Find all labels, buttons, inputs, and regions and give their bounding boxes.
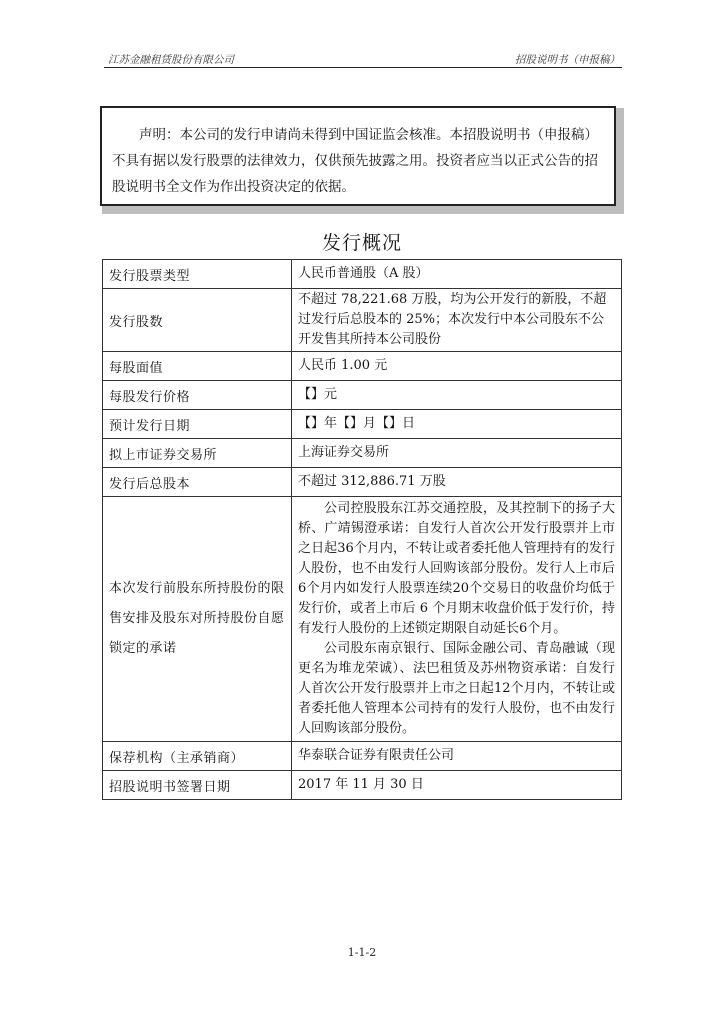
table-row (103, 352, 622, 381)
page-title: 发行概况 (321, 232, 402, 254)
page-header (108, 50, 620, 66)
row-value: 人民币 1.00 元 (292, 352, 622, 381)
table-row (103, 771, 622, 800)
row-label: 拟上市证券交易所 (103, 439, 292, 468)
row-label: 每股面值 (103, 352, 292, 381)
row-value (292, 497, 622, 742)
table-row (103, 439, 622, 468)
offering-summary-table (102, 259, 622, 800)
header-divider (104, 67, 622, 68)
table-row (103, 468, 622, 497)
row-value: 人民币普通股（A 股） (292, 260, 622, 289)
row-value: 【】元 (292, 381, 622, 410)
row-value: 【】年【】月【】日 (292, 410, 622, 439)
row-label: 招股说明书签署日期 (103, 771, 292, 800)
header-company-name: 江苏金融租赁股份有限公司 (108, 54, 234, 66)
table-row (103, 381, 622, 410)
table-row (103, 260, 622, 289)
row-label: 每股发行价格 (103, 381, 292, 410)
row-label: 保荐机构（主承销商） (103, 742, 292, 771)
header-document-type: 招股说明书（申报稿） (515, 54, 620, 66)
row-label: 本次发行前股东所持股份的限售安排及股东对所持股份自愿锁定的承诺 (103, 497, 292, 742)
lockup-paragraph: 公司控股股东江苏交通控股，及其控制下的扬子大桥、广靖锡澄承诺：自发行人首次公开发行股票并上市之日起36个月内，不转让或者委托他人管理持有的发行人股份，也不由发行人回购该部分股份。发行人上市后6个月内如发行人股票连续20个交易日的收盘价均低于发行价，或者上市后 6 个月期末收盘价低于发行价，持有发行人股份的上述锁定期限自动延长6个月。 (298, 501, 615, 636)
table-row (103, 742, 622, 771)
row-value: 不超过 78,221.68 万股，均为公开发行的新股，不超过发行后总股本的 25%；本次发行中本公司股东不公开发售其所持本公司股份 (292, 289, 622, 352)
row-value: 上海证券交易所 (292, 439, 622, 468)
page-number: 1-1-2 (347, 946, 377, 959)
row-value: 华泰联合证券有限责任公司 (292, 742, 622, 771)
lockup-paragraph: 公司股东南京银行、国际金融公司、青岛融诚（现更名为堆龙荣诚）、法巴租赁及苏州物资承诺：自发行人首次公开发行股票并上市之日起12个月内，不转让或者委托他人管理本公司持有的发行人股份，也不由发行人回购该部分股份。 (298, 641, 615, 736)
row-label: 发行股数 (103, 289, 292, 352)
disclaimer-box (100, 106, 616, 206)
table-row (103, 497, 622, 742)
row-label: 发行股票类型 (103, 260, 292, 289)
row-value: 不超过 312,886.71 万股 (292, 468, 622, 497)
table-row (103, 410, 622, 439)
row-value: 2017 年 11 月 30 日 (292, 771, 622, 800)
disclaimer-text: 声明：本公司的发行申请尚未得到中国证监会核准。本招股说明书（申报稿）不具有据以发行股票的法律效力，仅供预先披露之用。投资者应当以正式公告的招股说明书全文作为作出投资决定的依据。 (112, 127, 598, 195)
table-row (103, 289, 622, 352)
row-label: 发行后总股本 (103, 468, 292, 497)
row-label: 预计发行日期 (103, 410, 292, 439)
